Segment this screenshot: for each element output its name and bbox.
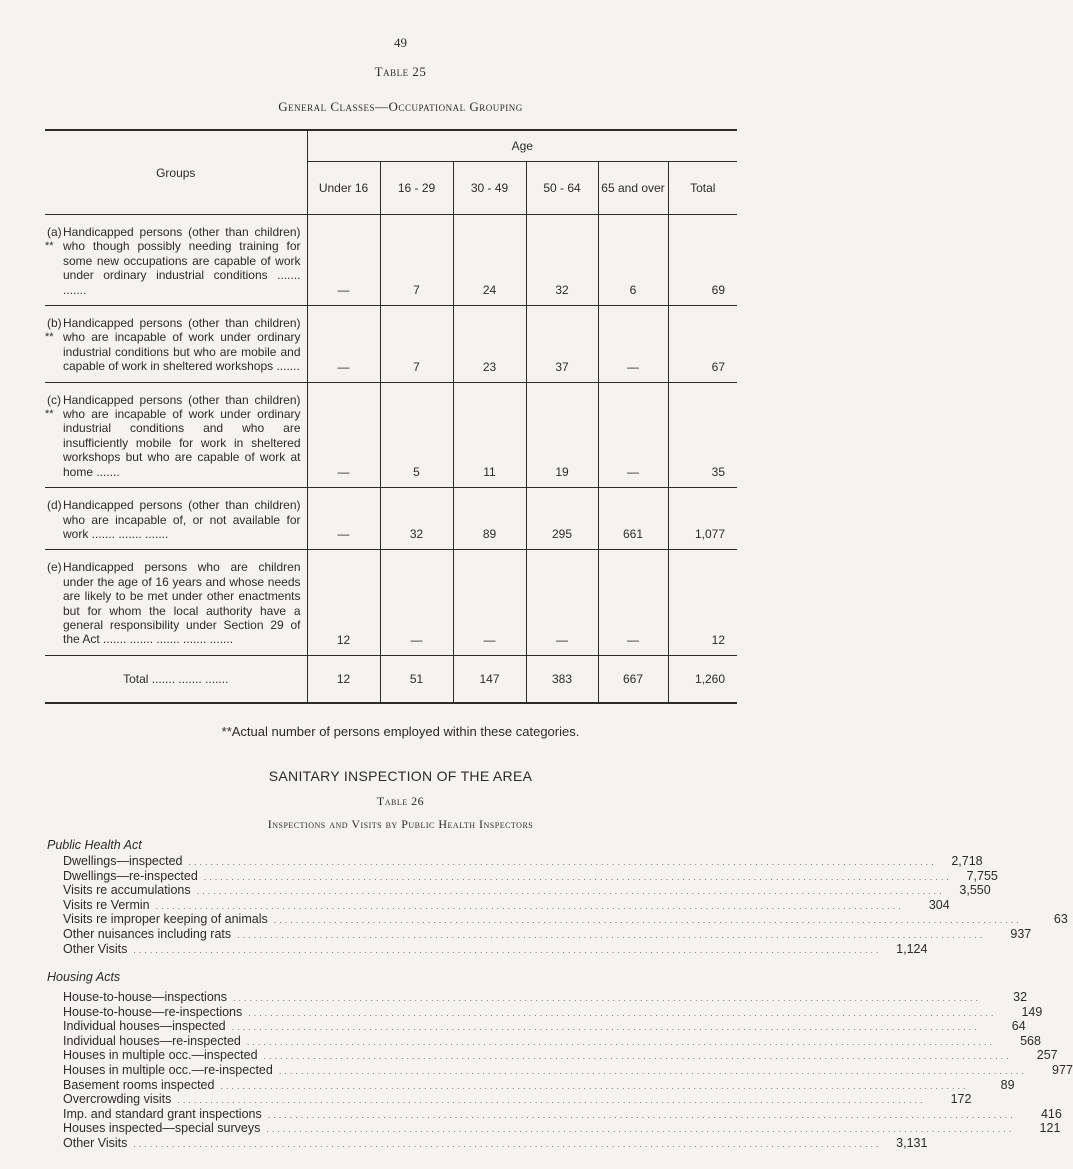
cell-total: 12 [668, 550, 737, 655]
cell: 295 [526, 488, 598, 550]
section-heading: SANITARY INSPECTION OF THE AREA [268, 768, 533, 784]
group-description: (a) ** Handicapped persons (other than children) who though possibly needing training for some new occupations are capable of work under ordinary industrial conditions ....... ....... [45, 215, 307, 306]
cell: 19 [526, 382, 598, 487]
col-header: Total [668, 162, 737, 215]
list-item: Other Visits ........................................................................................................................................ 3,131 [63, 1135, 928, 1150]
groups-header: Groups [45, 130, 307, 215]
cell: 6 [598, 215, 668, 306]
cell-total: 67 [668, 306, 737, 383]
table25-subtitle: General Classes—Occupational Grouping [278, 99, 523, 114]
cell: 12 [307, 655, 380, 703]
col-header: 50 - 64 [526, 162, 598, 215]
cell: — [307, 215, 380, 306]
list-item: Visits re Vermin ........................................................................................................................................ 304 [63, 897, 950, 912]
cell: 5 [380, 382, 453, 487]
public-health-list [63, 854, 1068, 956]
col-header: Under 16 [307, 162, 380, 215]
table-row [45, 550, 737, 655]
housing-list [63, 990, 1073, 1151]
cell: 383 [526, 655, 598, 703]
list-item: Other Visits ........................................................................................................................................ 1,124 [63, 941, 928, 956]
footnote: **Actual number of persons employed within these categories. [221, 724, 580, 739]
group-description: (e) Handicapped persons who are children under the age of 16 years and whose needs are likely to be met under other enactments but for whom the local authority have a general responsibility under Section 29 of the Act ....... ....... ....... ....... ....... [45, 550, 307, 655]
table-row [45, 382, 737, 487]
table-row [45, 215, 737, 306]
cell-total: 69 [668, 215, 737, 306]
cell: 51 [380, 655, 453, 703]
group-description: (b) ** Handicapped persons (other than children) who are incapable of work under ordinary industrial conditions but who are mobile and capable of work in sheltered workshops ....... [45, 306, 307, 383]
cell: 12 [307, 550, 380, 655]
cell: — [307, 306, 380, 383]
list-item: Individual houses—re-inspected ........................................................................................................................................ 568 [63, 1033, 1041, 1048]
cell: — [307, 488, 380, 550]
total-row [45, 655, 737, 703]
cell-total: 35 [668, 382, 737, 487]
cell: 23 [453, 306, 526, 383]
cell: 7 [380, 306, 453, 383]
list-item: Other nuisances including rats ........................................................................................................................................ 937 [63, 926, 1032, 941]
col-header: 30 - 49 [453, 162, 526, 215]
list-item: Houses in multiple occ.—inspected ........................................................................................................................................ 257 [63, 1048, 1058, 1063]
list-item: Houses in multiple occ.—re-inspected ........................................................................................................................................ 977 [63, 1062, 1073, 1077]
list-item: House-to-house—re-inspections ........................................................................................................................................ 149 [63, 1004, 1043, 1019]
cell: 24 [453, 215, 526, 306]
cell: 147 [453, 655, 526, 703]
cell: 7 [380, 215, 453, 306]
cell: — [380, 550, 453, 655]
list-item: Dwellings—inspected ........................................................................................................................................ 2,718 [63, 854, 983, 868]
list-item: Visits re improper keeping of animals ........................................................................................................................................ 63 [63, 912, 1068, 927]
total-label: Total ....... ....... ....... [123, 671, 229, 686]
housing-heading: Housing Acts [47, 970, 121, 984]
col-header: 16 - 29 [380, 162, 453, 215]
table25-title: Table 25 [374, 64, 427, 79]
cell: 667 [598, 655, 668, 703]
cell: 11 [453, 382, 526, 487]
table-row [45, 488, 737, 550]
table26-subtitle: Inspections and Visits by Public Health Inspectors [267, 817, 534, 831]
occupational-grouping-table [45, 129, 737, 704]
list-item: Basement rooms inspected ........................................................................................................................................ 89 [63, 1077, 1015, 1092]
cell: — [598, 550, 668, 655]
public-health-heading: Public Health Act [47, 838, 142, 852]
list-item: Visits re accumulations ........................................................................................................................................ 3,550 [63, 883, 991, 898]
cell: 32 [526, 215, 598, 306]
cell: 37 [526, 306, 598, 383]
col-header: 65 and over [598, 162, 668, 215]
list-item: Overcrowding visits ........................................................................................................................................ 172 [63, 1092, 972, 1107]
cell: — [307, 382, 380, 487]
cell: — [598, 306, 668, 383]
list-item: House-to-house—inspections ........................................................................................................................................ 32 [63, 990, 1028, 1004]
page-number: 49 [394, 35, 407, 50]
cell: 89 [453, 488, 526, 550]
cell-total: 1,260 [668, 655, 737, 703]
list-item: Individual houses—inspected ........................................................................................................................................ 64 [63, 1019, 1026, 1034]
age-header: Age [307, 130, 737, 162]
cell: — [598, 382, 668, 487]
table26-title: Table 26 [376, 794, 425, 808]
group-description: (c) ** Handicapped persons (other than children) who are incapable of work under ordinary industrial conditions and who are insufficiently mobile for work in sheltered workshops but who are capable of work at home ....... [45, 382, 307, 487]
list-item: Dwellings—re-inspected ........................................................................................................................................ 7,755 [63, 868, 998, 883]
cell: — [453, 550, 526, 655]
cell: 32 [380, 488, 453, 550]
cell: — [526, 550, 598, 655]
group-description: (d) Handicapped persons (other than children) who are incapable of, or not available for work ....... ....... ....... [45, 488, 307, 550]
cell: 661 [598, 488, 668, 550]
cell-total: 1,077 [668, 488, 737, 550]
table-row [45, 306, 737, 383]
list-item: Imp. and standard grant inspections ........................................................................................................................................ 416 [63, 1106, 1062, 1121]
list-item: Houses inspected—special surveys ........................................................................................................................................ 121 [63, 1121, 1061, 1136]
